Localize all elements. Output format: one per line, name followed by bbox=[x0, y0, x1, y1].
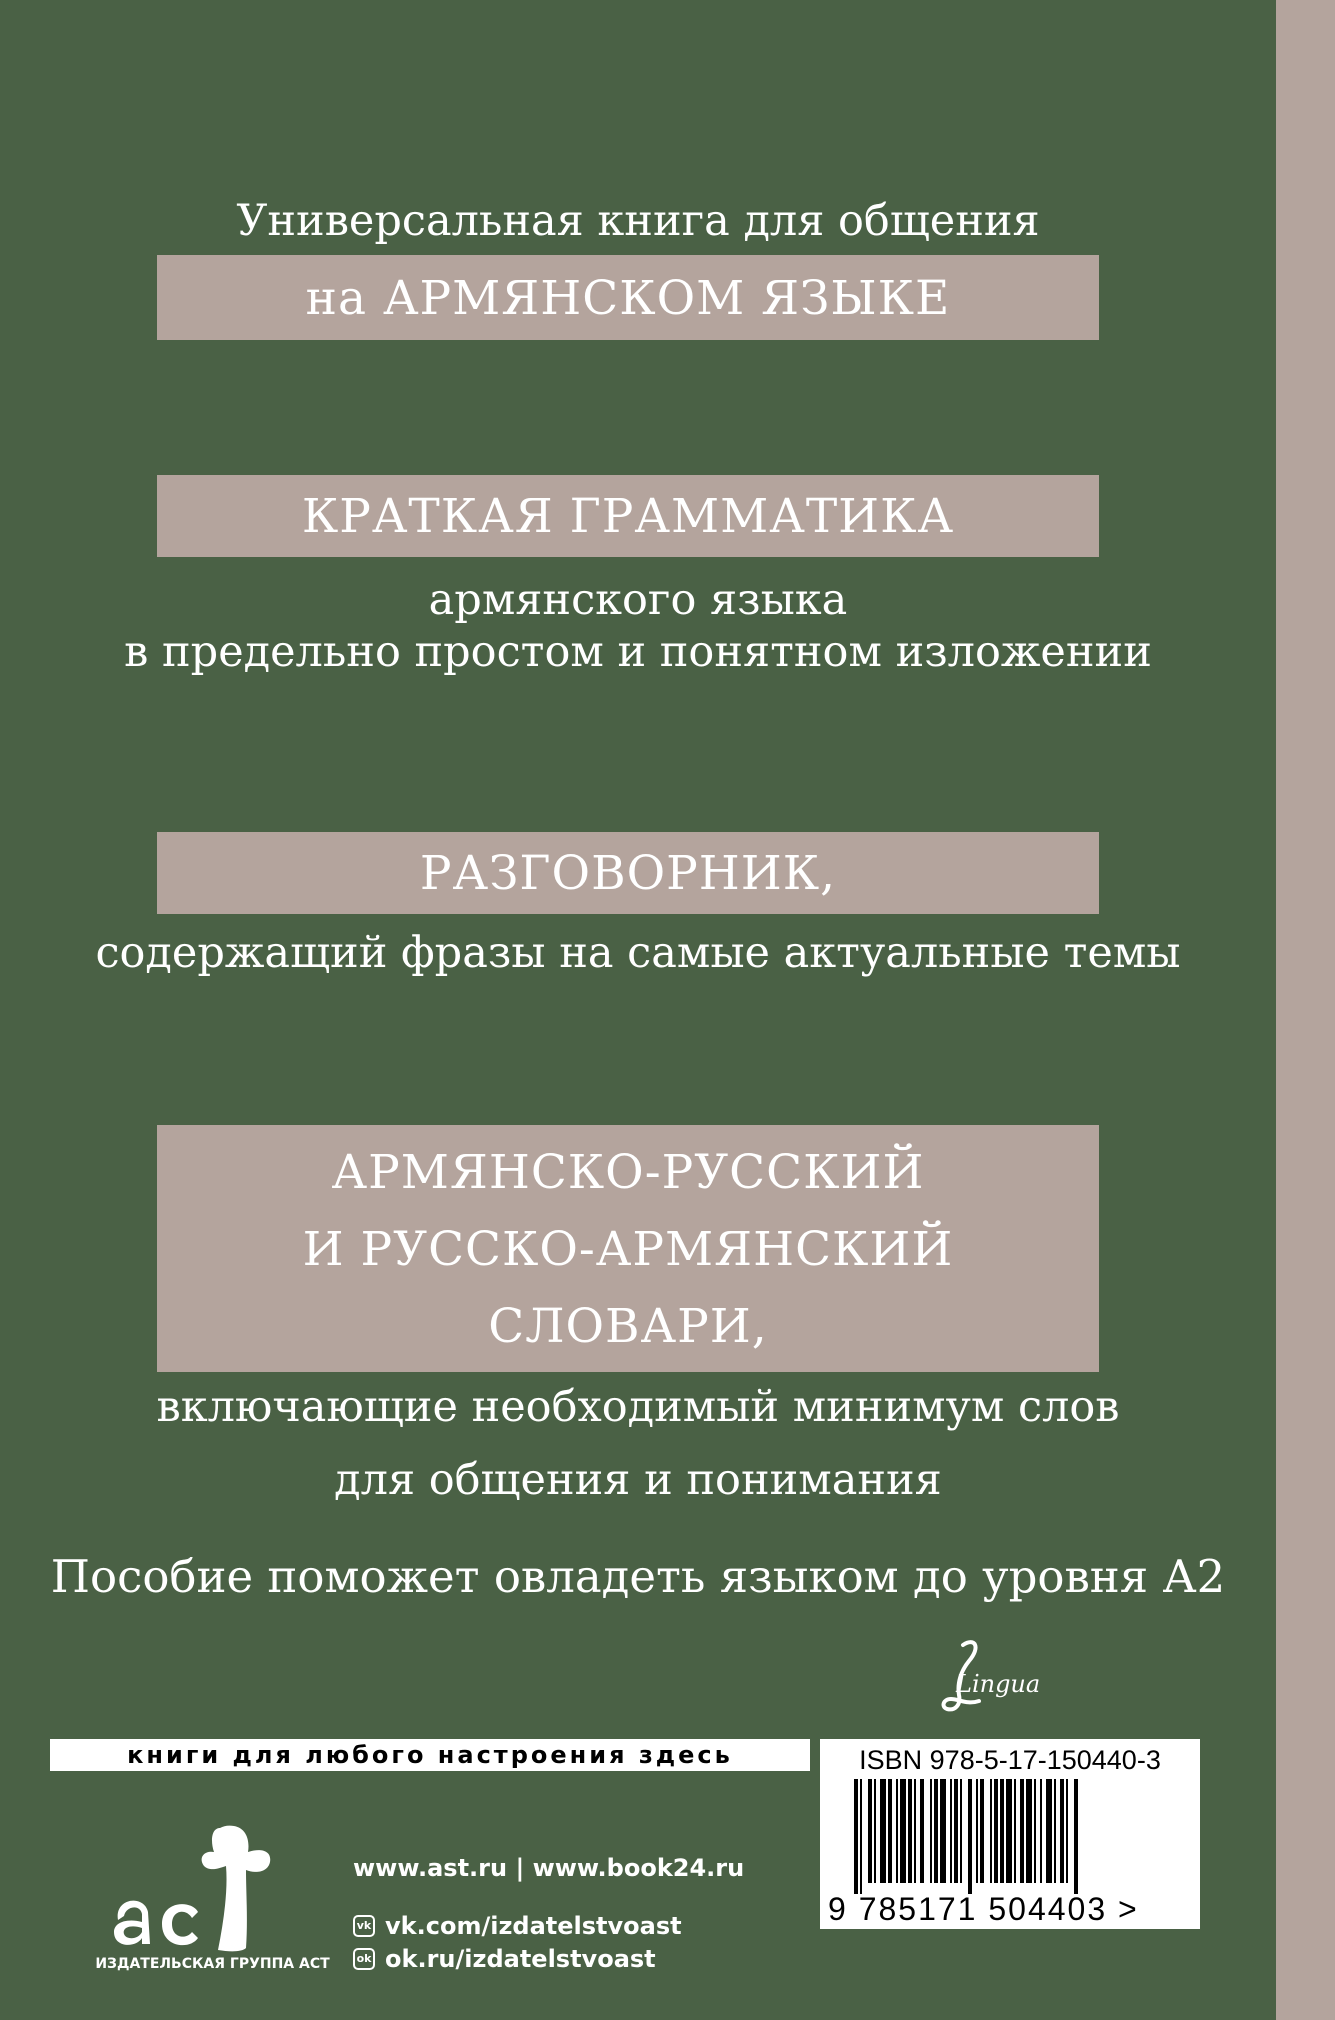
barcode-bar bbox=[914, 1779, 916, 1883]
grammar-band bbox=[157, 475, 1099, 557]
ok-link[interactable] bbox=[353, 1944, 656, 1974]
barcode-bar bbox=[1034, 1779, 1036, 1883]
barcode-bar bbox=[1074, 1779, 1078, 1894]
ok-link-label: ok.ru/izdatelstvoast bbox=[385, 1945, 656, 1973]
barcode-bar bbox=[1040, 1779, 1042, 1883]
barcode-bar bbox=[860, 1779, 862, 1894]
dictionaries-band-line-1: АРМЯНСКО-РУССКИЙ bbox=[331, 1145, 925, 1200]
barcode-bar bbox=[1066, 1779, 1068, 1883]
level-note: Пособие поможет овладеть языком до уровня А2 bbox=[50, 1550, 1226, 1603]
intro-line: Универсальная книга для общения bbox=[236, 196, 1040, 246]
publisher-websites[interactable]: www.ast.ru | www.book24.ru bbox=[353, 1854, 745, 1882]
phrasebook-line: содержащий фразы на самые актуальные темы bbox=[95, 928, 1181, 978]
barcode-bar bbox=[868, 1779, 872, 1883]
barcode-bar bbox=[950, 1779, 952, 1883]
intro-band-text: на АРМЯНСКОМ ЯЗЫКЕ bbox=[305, 271, 951, 326]
phrasebook-band bbox=[157, 832, 1099, 914]
barcode-bar bbox=[968, 1779, 972, 1894]
barcode-bar bbox=[940, 1779, 946, 1883]
barcode-bar bbox=[908, 1779, 912, 1883]
dictionaries-band-line-2: И РУССКО-АРМЯНСКИЙ bbox=[302, 1222, 954, 1277]
barcode-bar bbox=[990, 1779, 992, 1883]
barcode-icon bbox=[850, 1779, 1158, 1894]
vk-icon: vk bbox=[353, 1915, 375, 1937]
intro-band bbox=[157, 255, 1099, 340]
grammar-line-2: в предельно простом и понятном изложении bbox=[124, 627, 1152, 677]
dictionaries-line-2: для общения и понимания bbox=[334, 1455, 942, 1505]
slogan-bar bbox=[50, 1739, 810, 1771]
publisher-caption: ИЗДАТЕЛЬСКАЯ ГРУППА АСТ bbox=[95, 1956, 330, 1972]
grammar-band-text: КРАТКАЯ ГРАММАТИКА bbox=[301, 489, 955, 544]
phrasebook-band-text: РАЗГОВОРНИК, bbox=[419, 846, 837, 901]
barcode-bar bbox=[1046, 1779, 1052, 1883]
barcode-bar bbox=[1026, 1779, 1032, 1883]
barcode-bar bbox=[934, 1779, 938, 1883]
vk-link[interactable] bbox=[353, 1911, 682, 1941]
barcode-bar bbox=[896, 1779, 898, 1883]
barcode-bar bbox=[900, 1779, 906, 1883]
barcode-bar bbox=[888, 1779, 892, 1883]
barcode-bar bbox=[980, 1779, 984, 1883]
cover-spine-strip bbox=[1276, 0, 1335, 2020]
lingua-logo-text: Lingua bbox=[956, 1670, 1041, 1698]
grammar-line-1: армянского языка bbox=[428, 575, 848, 625]
barcode-bar bbox=[1000, 1779, 1004, 1883]
barcode-bar bbox=[960, 1779, 962, 1883]
barcode-bar bbox=[920, 1779, 924, 1883]
barcode-bar bbox=[994, 1779, 998, 1883]
vk-link-label: vk.com/izdatelstvoast bbox=[385, 1912, 682, 1940]
barcode-bar bbox=[976, 1779, 978, 1883]
barcode-digits: 9 785171 504403 > bbox=[828, 1891, 1139, 1927]
isbn-label: ISBN 978-5-17-150440-3 bbox=[859, 1745, 1161, 1775]
barcode-bar bbox=[1020, 1779, 1024, 1883]
barcode-bar bbox=[1006, 1779, 1012, 1883]
barcode-bar bbox=[1014, 1779, 1016, 1883]
barcode-bar bbox=[854, 1779, 858, 1894]
ast-logo-icon bbox=[100, 1820, 300, 1960]
ok-icon: ok bbox=[353, 1948, 375, 1970]
dictionaries-band-line-3: СЛОВАРИ, bbox=[488, 1299, 768, 1354]
barcode-bar bbox=[954, 1779, 958, 1883]
dictionaries-band bbox=[157, 1125, 1099, 1372]
isbn-box bbox=[820, 1739, 1200, 1929]
dictionaries-line-1: включающие необходимый минимум слов bbox=[156, 1382, 1120, 1432]
barcode-bar bbox=[1054, 1779, 1056, 1883]
barcode-bar bbox=[930, 1779, 932, 1883]
barcode-bar bbox=[874, 1779, 876, 1883]
barcode-bar bbox=[1060, 1779, 1064, 1883]
barcode-bar bbox=[880, 1779, 886, 1883]
slogan-text: книги для любого настроения здесь bbox=[127, 1741, 733, 1769]
